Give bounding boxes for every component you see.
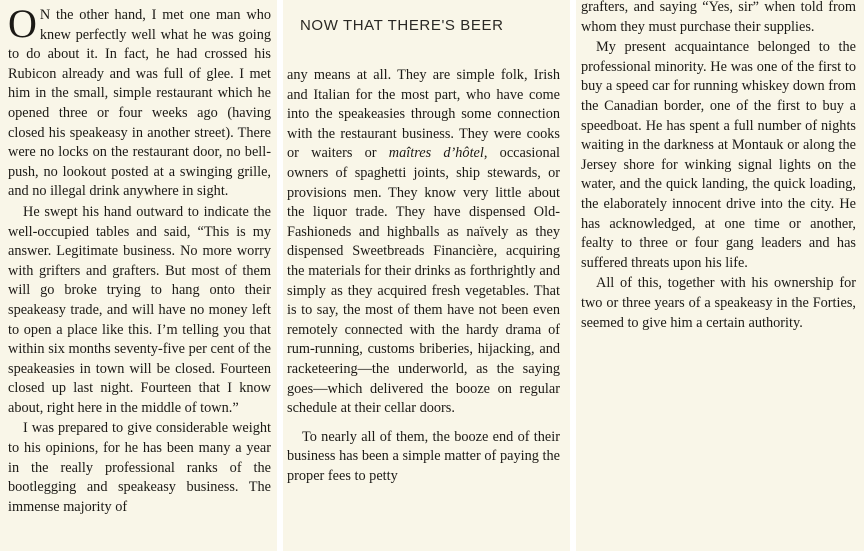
paragraph-authority: All of this, together with his ownership for two or three years of a speakeasy in the Forties, seemed to give him a certain authority.	[581, 275, 856, 331]
drop-cap: O	[8, 1, 37, 46]
paragraph-opening-text: N the other hand, I met one man who knew perfectly well what he was going to do about it. In fact, he had crossed his Rubicon already and was full of glee. I met him in the small, simple restaurant which he opened three or four weeks ago (having closed his speakeasy in another street). There were no locks on the restaurant door, no bell-push, no lookout posted at a swinging grille, and no illegal drink anywhere in sight.	[8, 7, 271, 200]
paragraph-simple-folk-start: any means at all. They are simple folk, Irish and Italian for the most part, who have come into the speakeasies through some connection with the restaurant business. They were cooks or waiters or	[287, 67, 560, 162]
paragraph-answer: He swept his hand outward to indicate the well-occupied tables and said, “This is my answer. Legitimate business. No more worry with grifters and grafters. But most of them will go broke trying to hang onto their speakeasy trade, and will have no money left to open a place like this. I’m telling you that within six months seventy-five per cent of the speakeasies in town will be closed. Fourteen closed up last night. Fourteen that I know about, right here in the middle of town.”	[8, 203, 271, 416]
paragraph-opinions: I was prepared to give considerable weight to his opinions, for he has been many a year in the really professional ranks of the bootlegging and speakeasy business. The immense majority of	[8, 420, 271, 515]
paragraph-simple-folk-end: , occasional owners of spaghetti joints, ship stewards, or provisions men. They know very little about the liquor trade. They have dispensed Old-Fashioneds and highballs as naïvely as they dispensed Sweetbreads Financière, acquiring the materials for their drinks as forthrightly and simply as they acquired fresh vegetables. That is to say, the most of them have not been even remotely connected with the hardy drama of rum-running, customs briberies, hijacking, and racketeering—the underworld, as the saying goes—which delivered the booze on regular schedule at their cellar doors.	[287, 145, 561, 417]
text-column-left	[0, 0, 277, 551]
paragraph-acquaintance: My present acquaintance belonged to the professional minority. He was one of the first to buy a speed car for running whiskey down from the Canadian border, one of the first to buy a speedboat. He has spent a full number of nights waiting in the darkness at Montauk or along the Jersey shore for winking signal lights on the water, and the quick landing, the quick loading, the elaborately innocent drive into the city. He has acknowledged, at one time or another, fealty to three or four gang leaders and has suffered threats upon his life.	[581, 39, 856, 271]
paragraph-grafters: grafters, and saying “Yes, sir” when told from whom they must purchase their supplies.	[581, 0, 856, 35]
paragraph-booze-end: To nearly all of them, the booze end of their business has been a simple matter of paying the proper fees to petty	[287, 428, 560, 484]
paragraph-simple-folk	[287, 66, 560, 419]
running-head: NOW THAT THERE'S BEER	[300, 17, 504, 34]
text-column-right	[576, 0, 864, 551]
running-head-box	[287, 0, 560, 64]
paragraph-opening	[8, 1, 271, 202]
italic-phrase: maîtres d’hôtel	[388, 145, 484, 162]
text-column-middle	[283, 0, 570, 551]
